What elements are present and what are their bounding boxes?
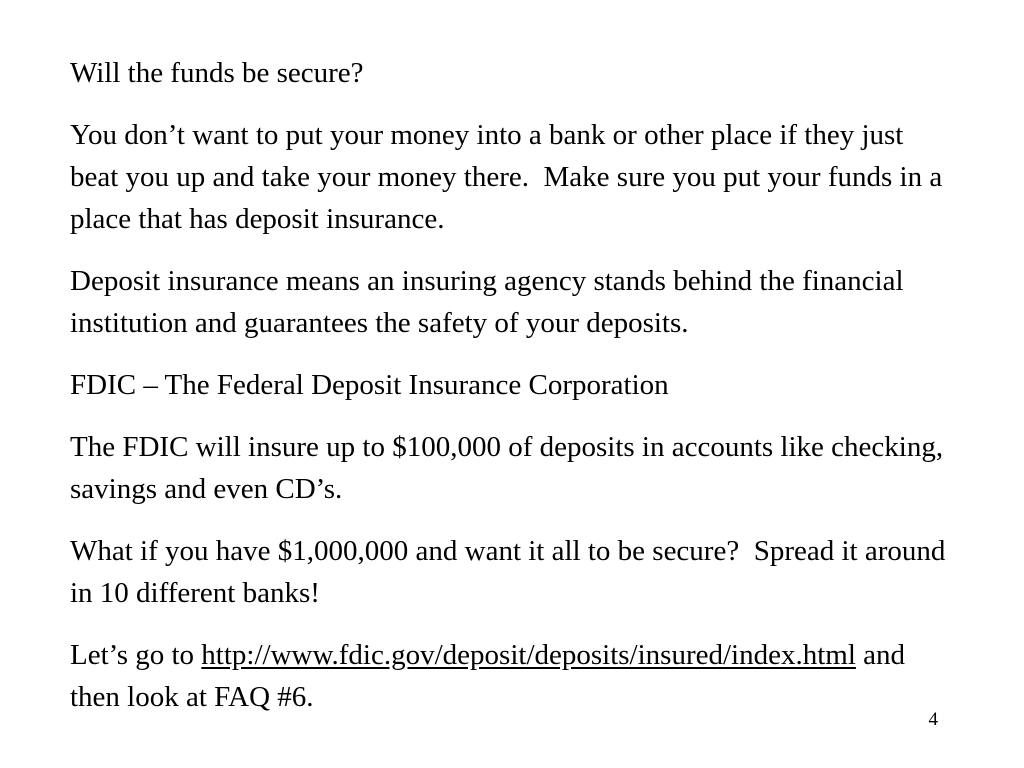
paragraph-spread-funds: What if you have $1,000,000 and want it all to be secure? Spread it around in 10 different banks! xyxy=(70,535,953,609)
paragraph-fdic-limit: The FDIC will insure up to $100,000 of deposits in accounts like checking, savings and even CD’s. xyxy=(70,431,951,505)
heading-question: Will the funds be secure? xyxy=(70,57,364,89)
paragraph-fdic-link xyxy=(70,634,950,718)
paragraph-deposit-insurance: Deposit insurance means an insuring agency stands behind the financial institution and guarantees the safety of your deposits. xyxy=(70,265,911,339)
paragraph-fdic-definition: FDIC – The Federal Deposit Insurance Corporation xyxy=(70,369,669,401)
fdic-link[interactable]: http://www.fdic.gov/deposit/deposits/insured/index.html xyxy=(201,639,856,671)
link-intro-text: Let’s go to xyxy=(70,639,202,671)
paragraph-security-advice: You don’t want to put your money into a bank or other place if they just beat you up and take your money there. Make sure you put your funds in a place that has deposit insurance. xyxy=(70,119,950,235)
slide-body xyxy=(70,52,953,738)
slide-number: 4 xyxy=(928,709,938,730)
link-outro-text: and then look at FAQ #6. xyxy=(70,639,913,713)
